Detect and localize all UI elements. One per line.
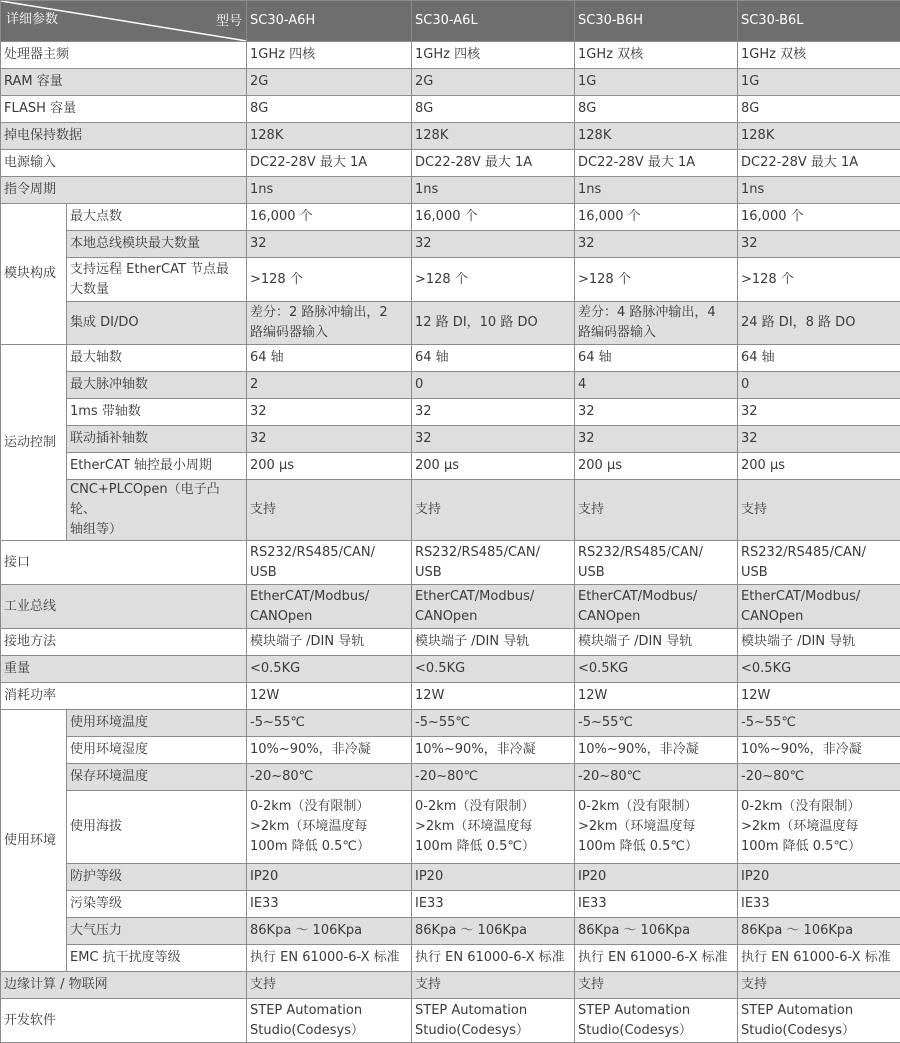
row-label: 边缘计算 / 物联网: [1, 972, 247, 999]
cell: 86Kpa ～ 106Kpa: [738, 918, 900, 945]
header-row: [1, 1, 900, 42]
row-label: 本地总线模块最大数量: [67, 231, 247, 258]
cell: 支持: [247, 972, 412, 999]
cell: 64 轴: [738, 345, 900, 372]
cell: 32: [575, 399, 738, 426]
cell: 32: [247, 399, 412, 426]
cell: 128K: [247, 123, 412, 150]
cell: 12W: [738, 683, 900, 710]
row-label-line: 轴组等）: [70, 520, 243, 540]
cell: >128 个: [247, 258, 412, 302]
row-label: 使用环境温度: [67, 710, 247, 737]
table-row: [1, 177, 900, 204]
cell-line: STEP Automation: [578, 1001, 734, 1021]
cell-line: Studio(Codesys）: [250, 1021, 408, 1041]
cell-line: EtherCAT/Modbus/: [578, 587, 734, 607]
cell-line: STEP Automation: [250, 1001, 408, 1021]
cell: 1ns: [738, 177, 900, 204]
cell-line: EtherCAT/Modbus/: [741, 587, 897, 607]
cell-line: RS232/RS485/CAN/: [415, 543, 571, 563]
cell: 10%~90%，非冷凝: [738, 737, 900, 764]
row-label: 使用海拔: [67, 791, 247, 864]
cell: 16,000 个: [575, 204, 738, 231]
cell: [412, 999, 575, 1043]
diagonal-header-cell: [1, 1, 247, 42]
cell: -20~80℃: [247, 764, 412, 791]
cell-line: USB: [741, 563, 897, 583]
model-header: SC30-B6H: [575, 1, 738, 42]
cell-line: >2km（环境温度每: [741, 817, 897, 837]
row-label: EtherCAT 轴控最小周期: [67, 453, 247, 480]
cell: DC22-28V 最大 1A: [247, 150, 412, 177]
cell: 16,000 个: [412, 204, 575, 231]
row-label: 保存环境温度: [67, 764, 247, 791]
cell: DC22-28V 最大 1A: [412, 150, 575, 177]
row-label: [67, 480, 247, 541]
cell-line: RS232/RS485/CAN/: [250, 543, 408, 563]
cell-line: STEP Automation: [741, 1001, 897, 1021]
cell: DC22-28V 最大 1A: [738, 150, 900, 177]
detail-params-label: 详细参数: [6, 10, 58, 30]
table-row: [1, 710, 900, 737]
cell-line: USB: [415, 563, 571, 583]
cell-line: 100m 降低 0.5℃）: [415, 837, 571, 857]
cell-line: 100m 降低 0.5℃）: [578, 837, 734, 857]
row-label: 工业总线: [1, 585, 247, 629]
cell: 1ns: [412, 177, 575, 204]
cell: 32: [738, 399, 900, 426]
table-row: [1, 972, 900, 999]
row-label: 指令周期: [1, 177, 247, 204]
table-row: [1, 258, 900, 302]
cell-line: 0-2km（没有限制）: [578, 797, 734, 817]
cell: <0.5KG: [575, 656, 738, 683]
cell: 200 μs: [247, 453, 412, 480]
cell: [738, 791, 900, 864]
cell: [575, 999, 738, 1043]
cell: [247, 302, 412, 345]
cell: 32: [738, 231, 900, 258]
cell: 执行 EN 61000-6-X 标准: [575, 945, 738, 972]
row-label: 联动插补轴数: [67, 426, 247, 453]
cell: 200 μs: [412, 453, 575, 480]
cell: [575, 585, 738, 629]
cell: 支持: [412, 972, 575, 999]
cell-line: CANOpen: [741, 607, 897, 627]
cell: 32: [247, 426, 412, 453]
cell-line: EtherCAT/Modbus/: [415, 587, 571, 607]
cell: 执行 EN 61000-6-X 标准: [247, 945, 412, 972]
table-row: [1, 791, 900, 864]
cell: <0.5KG: [247, 656, 412, 683]
cell: IE33: [738, 891, 900, 918]
cell-line: >2km（环境温度每: [415, 817, 571, 837]
row-label-line: 大数量: [70, 280, 243, 300]
cell-line: 0-2km（没有限制）: [741, 797, 897, 817]
cell: [412, 541, 575, 585]
cell-line: CANOpen: [578, 607, 734, 627]
cell-line: Studio(Codesys）: [578, 1021, 734, 1041]
cell-line: 差分：4 路脉冲输出，4: [578, 303, 734, 323]
category-label: 运动控制: [1, 345, 67, 541]
cell-line: >2km（环境温度每: [578, 817, 734, 837]
cell: 0: [412, 372, 575, 399]
cell: 200 μs: [738, 453, 900, 480]
cell-line: 差分：2 路脉冲输出，2: [250, 303, 408, 323]
cell: IE33: [575, 891, 738, 918]
cell: 8G: [247, 96, 412, 123]
cell: 支持: [575, 480, 738, 541]
table-row: [1, 372, 900, 399]
table-row: [1, 629, 900, 656]
row-label: 开发软件: [1, 999, 247, 1043]
cell: 1GHz 双核: [575, 42, 738, 69]
table-row: [1, 945, 900, 972]
row-label: 大气压力: [67, 918, 247, 945]
model-label: 型号: [216, 12, 242, 32]
cell: IE33: [247, 891, 412, 918]
cell: 86Kpa ～ 106Kpa: [575, 918, 738, 945]
table-row: [1, 42, 900, 69]
cell-line: RS232/RS485/CAN/: [578, 543, 734, 563]
cell: 12W: [247, 683, 412, 710]
cell: IP20: [738, 864, 900, 891]
cell: [738, 999, 900, 1043]
cell: [247, 541, 412, 585]
cell-line: EtherCAT/Modbus/: [250, 587, 408, 607]
cell: 64 轴: [575, 345, 738, 372]
cell: 模块端子 /DIN 导轨: [575, 629, 738, 656]
cell: IP20: [412, 864, 575, 891]
cell-line: 路编码器输入: [250, 323, 408, 343]
table-row: [1, 453, 900, 480]
cell: IP20: [247, 864, 412, 891]
table-row: [1, 585, 900, 629]
cell: 16,000 个: [247, 204, 412, 231]
table-row: [1, 864, 900, 891]
cell: 8G: [412, 96, 575, 123]
model-header: SC30-A6H: [247, 1, 412, 42]
cell: [412, 791, 575, 864]
cell: 32: [412, 231, 575, 258]
row-label-line: 支持远程 EtherCAT 节点最: [70, 260, 243, 280]
cell: 支持: [738, 480, 900, 541]
cell: [247, 585, 412, 629]
cell: [575, 541, 738, 585]
cell: 32: [575, 426, 738, 453]
row-label: 掉电保持数据: [1, 123, 247, 150]
cell-line: USB: [578, 563, 734, 583]
cell: 2: [247, 372, 412, 399]
table-row: [1, 737, 900, 764]
cell: 支持: [575, 972, 738, 999]
cell: 86Kpa ～ 106Kpa: [412, 918, 575, 945]
cell: >128 个: [575, 258, 738, 302]
category-label: 模块构成: [1, 204, 67, 345]
cell-line: Studio(Codesys）: [415, 1021, 571, 1041]
cell: <0.5KG: [738, 656, 900, 683]
cell: 0: [738, 372, 900, 399]
cell: 模块端子 /DIN 导轨: [412, 629, 575, 656]
row-label: 防护等级: [67, 864, 247, 891]
table-row: [1, 399, 900, 426]
cell: [575, 791, 738, 864]
cell-line: RS232/RS485/CAN/: [741, 543, 897, 563]
row-label: 最大脉冲轴数: [67, 372, 247, 399]
cell: IE33: [412, 891, 575, 918]
cell: 模块端子 /DIN 导轨: [738, 629, 900, 656]
cell: 24 路 DI，8 路 DO: [738, 302, 900, 345]
cell-line: 100m 降低 0.5℃）: [250, 837, 408, 857]
cell: 1GHz 双核: [738, 42, 900, 69]
cell: 10%~90%，非冷凝: [575, 737, 738, 764]
table-row: [1, 764, 900, 791]
table-row: [1, 999, 900, 1043]
cell: 10%~90%，非冷凝: [247, 737, 412, 764]
cell: 12 路 DI，10 路 DO: [412, 302, 575, 345]
cell: 执行 EN 61000-6-X 标准: [412, 945, 575, 972]
cell: >128 个: [738, 258, 900, 302]
table-row: [1, 891, 900, 918]
table-row: [1, 480, 900, 541]
cell: 8G: [575, 96, 738, 123]
cell: 8G: [738, 96, 900, 123]
table-row: [1, 345, 900, 372]
row-label: 污染等级: [67, 891, 247, 918]
cell: [247, 999, 412, 1043]
table-row: [1, 302, 900, 345]
row-label: 最大轴数: [67, 345, 247, 372]
cell: 1ns: [247, 177, 412, 204]
cell: 200 μs: [575, 453, 738, 480]
cell: 64 轴: [247, 345, 412, 372]
cell-line: 0-2km（没有限制）: [250, 797, 408, 817]
cell: [575, 302, 738, 345]
table-row: [1, 656, 900, 683]
model-header: SC30-B6L: [738, 1, 900, 42]
cell: 2G: [412, 69, 575, 96]
cell: 32: [412, 426, 575, 453]
cell: 16,000 个: [738, 204, 900, 231]
row-label: 接地方法: [1, 629, 247, 656]
cell: 1G: [575, 69, 738, 96]
cell: 1GHz 四核: [412, 42, 575, 69]
cell: 32: [738, 426, 900, 453]
cell: 1ns: [575, 177, 738, 204]
table-row: [1, 96, 900, 123]
cell-line: 100m 降低 0.5℃）: [741, 837, 897, 857]
cell: 12W: [412, 683, 575, 710]
table-row: [1, 541, 900, 585]
cell: -5~55℃: [412, 710, 575, 737]
cell: 128K: [412, 123, 575, 150]
cell: 1G: [738, 69, 900, 96]
row-label: [67, 258, 247, 302]
cell: 10%~90%，非冷凝: [412, 737, 575, 764]
row-label: 最大点数: [67, 204, 247, 231]
cell-line: 路编码器输入: [578, 323, 734, 343]
model-header: SC30-A6L: [412, 1, 575, 42]
cell-line: CANOpen: [250, 607, 408, 627]
table-row: [1, 426, 900, 453]
cell: 32: [575, 231, 738, 258]
cell: 12W: [575, 683, 738, 710]
cell: 128K: [738, 123, 900, 150]
cell: 86Kpa ～ 106Kpa: [247, 918, 412, 945]
cell: -5~55℃: [247, 710, 412, 737]
row-label: 消耗功率: [1, 683, 247, 710]
cell: [247, 791, 412, 864]
cell: 64 轴: [412, 345, 575, 372]
cell-line: Studio(Codesys）: [741, 1021, 897, 1041]
table-row: [1, 123, 900, 150]
cell: DC22-28V 最大 1A: [575, 150, 738, 177]
row-label-line: CNC+PLCOpen（电子凸轮、: [70, 480, 243, 520]
cell: >128 个: [412, 258, 575, 302]
row-label: 处理器主频: [1, 42, 247, 69]
table-row: [1, 231, 900, 258]
row-label: 接口: [1, 541, 247, 585]
row-label: RAM 容量: [1, 69, 247, 96]
cell: -5~55℃: [575, 710, 738, 737]
row-label: EMC 抗干扰度等级: [67, 945, 247, 972]
cell: 支持: [412, 480, 575, 541]
cell: [738, 585, 900, 629]
table-row: [1, 150, 900, 177]
cell: [738, 541, 900, 585]
row-label: 使用环境湿度: [67, 737, 247, 764]
category-label: 使用环境: [1, 710, 67, 972]
cell: 支持: [247, 480, 412, 541]
cell: -5~55℃: [738, 710, 900, 737]
row-label: 集成 DI/DO: [67, 302, 247, 345]
table-row: [1, 69, 900, 96]
row-label: FLASH 容量: [1, 96, 247, 123]
cell-line: CANOpen: [415, 607, 571, 627]
cell: 1GHz 四核: [247, 42, 412, 69]
cell: 模块端子 /DIN 导轨: [247, 629, 412, 656]
cell: <0.5KG: [412, 656, 575, 683]
cell-line: >2km（环境温度每: [250, 817, 408, 837]
cell: -20~80℃: [412, 764, 575, 791]
table-row: [1, 204, 900, 231]
cell: 128K: [575, 123, 738, 150]
cell: 支持: [738, 972, 900, 999]
cell: 4: [575, 372, 738, 399]
row-label: 1ms 带轴数: [67, 399, 247, 426]
cell-line: USB: [250, 563, 408, 583]
row-label: 电源输入: [1, 150, 247, 177]
cell: -20~80℃: [738, 764, 900, 791]
cell: 32: [412, 399, 575, 426]
row-label: 重量: [1, 656, 247, 683]
cell-line: STEP Automation: [415, 1001, 571, 1021]
cell: 32: [247, 231, 412, 258]
cell: -20~80℃: [575, 764, 738, 791]
cell: IP20: [575, 864, 738, 891]
cell-line: 0-2km（没有限制）: [415, 797, 571, 817]
cell: 执行 EN 61000-6-X 标准: [738, 945, 900, 972]
cell: [412, 585, 575, 629]
table-row: [1, 683, 900, 710]
table-row: [1, 918, 900, 945]
cell: 2G: [247, 69, 412, 96]
